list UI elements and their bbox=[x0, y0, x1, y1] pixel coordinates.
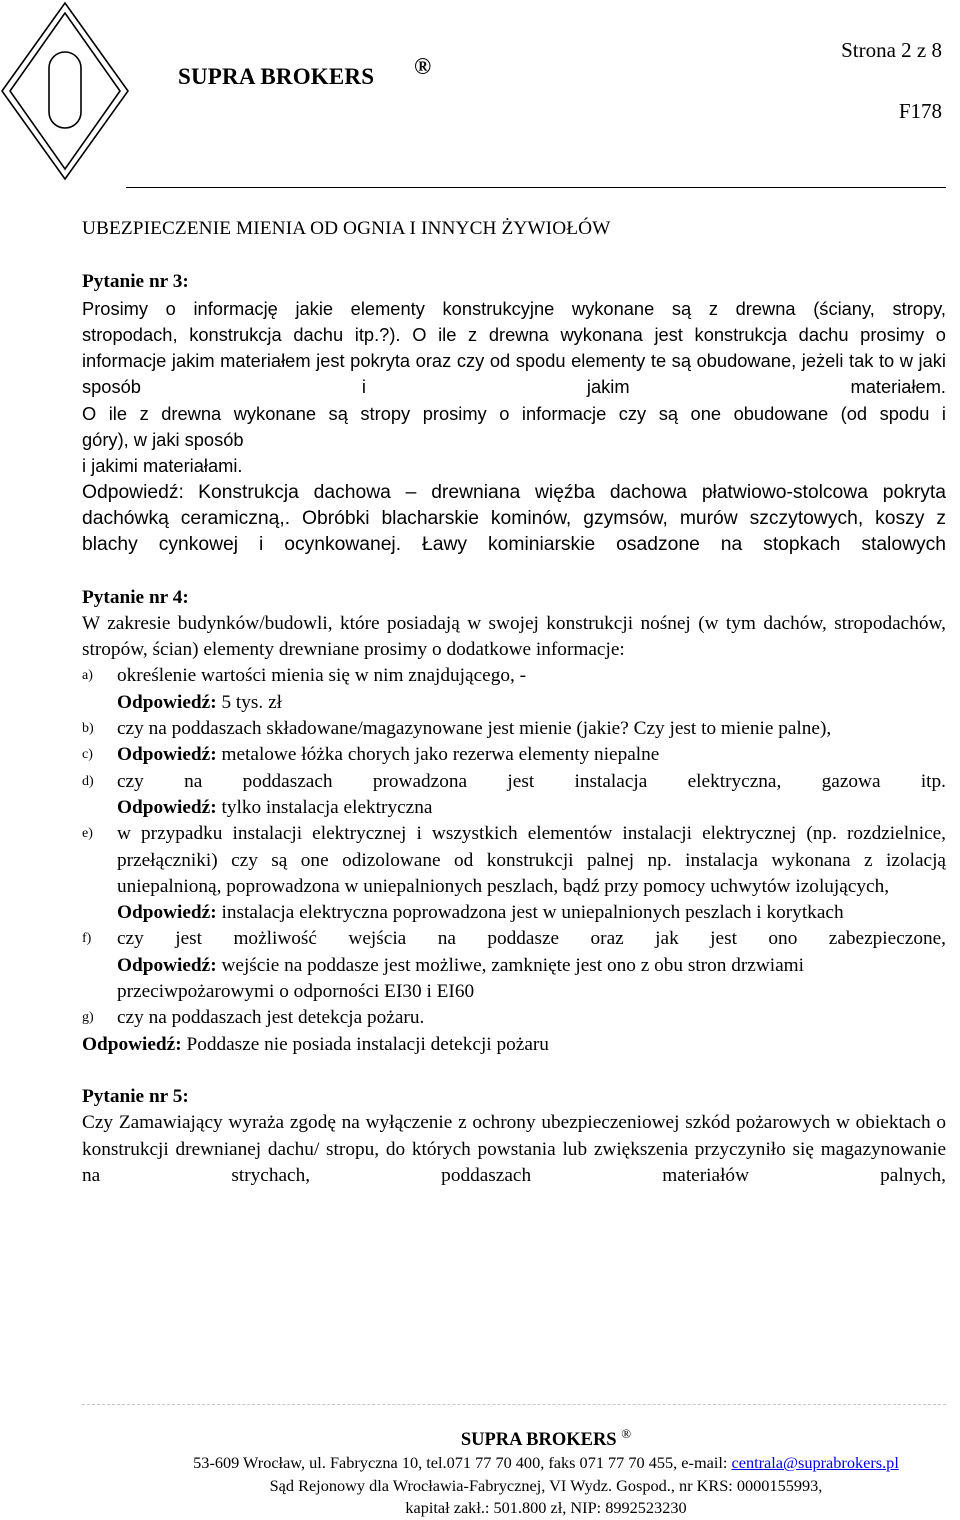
list-item-text: czy jest możliwość wejścia na poddasze oraz jak jest ono zabezpieczone, bbox=[117, 928, 946, 950]
answer-label: Odpowiedź: bbox=[117, 691, 217, 713]
answer-label: Odpowiedź: bbox=[117, 902, 217, 924]
footer-court: Sąd Rejonowy dla Wrocławia-Fabrycznej, VI Wydz. Gospod., nr KRS: 0000155993, bbox=[269, 1475, 823, 1495]
answer-label: Odpowiedź: bbox=[117, 744, 217, 766]
answer-label: Odpowiedź: bbox=[82, 1033, 182, 1055]
list-marker: e) bbox=[82, 826, 93, 842]
question-3-text-2: stropodach, konstrukcja dachu itp.?). bbox=[82, 323, 401, 345]
question-4-text: W zakresie budynków/budowli, które posiadają w swojej konstrukcji nośnej (w tym dachów, stropodachów, stropów, ścian) elementy drewniane prosimy o dodatkowe informacje: bbox=[82, 612, 946, 661]
question-3-label: Pytanie nr 3: bbox=[82, 271, 189, 293]
list-item-text: czy na poddaszach składowane/magazynowane jest mienie (jakie? Czy jest to mienie palne), bbox=[117, 718, 832, 740]
list-item-answer: tylko instalacja elektryczna bbox=[221, 796, 433, 818]
question-3-answer-text: Konstrukcja dachowa – drewniana więźba dachowa płatwiowo-stolcowa pokryta dachówką ceramiczną,. Obróbki blacharskie kominów, gzymsów, murów szczytowych, koszy z blachy cynkowej i ocynkowanej. Ławy kominiarskie osadzone na stopkach stalowych bbox=[82, 481, 946, 556]
question-3-text-6: i jakimi materiałami. bbox=[82, 455, 243, 477]
list-marker: d) bbox=[82, 773, 94, 789]
list-marker: g) bbox=[82, 1010, 94, 1026]
footer-email-link[interactable]: centrala@suprabrokers.pl bbox=[731, 1453, 899, 1473]
question-3-answer bbox=[82, 480, 946, 559]
footer-divider bbox=[82, 1404, 946, 1405]
footer-capital: kapitał zakł.: 501.800 zł, NIP: 8992523230 bbox=[405, 1498, 687, 1518]
section-title: UBEZPIECZENIE MIENIA OD OGNIA I INNYCH ŻYWIOŁÓW bbox=[82, 218, 611, 239]
list-item-d bbox=[82, 769, 946, 822]
answer-label: Odpowiedź: bbox=[117, 796, 217, 818]
list-item-c bbox=[82, 742, 946, 768]
question-5-text: Czy Zamawiający wyraża zgodę na wyłączenie z ochrony ubezpieczeniowej szkód pożarowych w obiektach o konstrukcji drewnianej dachu/ stropu, do których powstania lub zwiększenia przyczyniło się magazynowanie na strychach, poddaszach materiałów palnych, bbox=[82, 1112, 946, 1186]
list-item-answer: metalowe łóżka chorych jako rezerwa elementy niepalne bbox=[221, 744, 660, 766]
question-3-text-1: Prosimy o informację jakie elementy konstrukcyjne wykonane są z drewna (ściany, stropy, bbox=[82, 297, 946, 319]
footer-brand-text: SUPRA BROKERS bbox=[460, 1430, 617, 1451]
list-marker: c) bbox=[82, 747, 93, 763]
footer-address: 53-609 Wrocław, ul. Fabryczna 10, tel.071 77 70 400, faks 071 77 70 455, e-mail: bbox=[193, 1453, 732, 1473]
header-divider bbox=[126, 187, 946, 188]
list-item-text: czy na poddaszach prowadzona jest instalacja elektryczna, gazowa itp. bbox=[117, 770, 946, 792]
question-3-text-3: O ile z drewna wykonana jest konstrukcja dachu prosimy o informacje jakim materiałem jest pokryta oraz czy od spodu elementy te są obudowane, jeżeli tak to w jaki sposób i jakim materiałem. bbox=[82, 323, 946, 398]
form-code: F178 bbox=[898, 99, 942, 123]
footer-registered-mark: ® bbox=[621, 1426, 632, 1441]
list-marker: b) bbox=[82, 721, 94, 737]
question-4-answer-text: Poddasze nie posiada instalacji detekcji pożaru bbox=[186, 1033, 549, 1055]
list-item-text: czy na poddaszach jest detekcja pożaru. bbox=[117, 1007, 425, 1029]
question-4-list bbox=[82, 663, 946, 1031]
company-logo bbox=[0, 0, 170, 190]
page-number: Strona 2 z 8 bbox=[841, 38, 942, 62]
brand-name bbox=[178, 54, 432, 90]
question-3-text-5: góry), w jaki sposób bbox=[82, 429, 244, 451]
list-marker: f) bbox=[82, 931, 92, 947]
footer-brand bbox=[0, 1422, 960, 1452]
answer-label: Odpowiedź: bbox=[117, 954, 217, 976]
list-item-g bbox=[82, 1005, 946, 1031]
list-item-answer: instalacja elektryczna poprowadzona jest w uniepalnionych peszlach i korytkach bbox=[221, 902, 844, 924]
brand-text: SUPRA BROKERS bbox=[178, 64, 375, 89]
registered-mark: ® bbox=[414, 54, 432, 79]
list-item-answer: wejście na poddasze jest możliwe, zamknięte jest ono z obu stron drzwiami przeciwpożarowymi o odporności EI30 i EI60 bbox=[117, 954, 805, 1003]
page-footer bbox=[0, 1422, 960, 1520]
document-body bbox=[82, 214, 946, 1189]
answer-label: Odpowiedź: bbox=[82, 481, 184, 503]
list-item-b bbox=[82, 716, 946, 742]
list-item-text: w przypadku instalacji elektrycznej i wszystkich elementów instalacji elektrycznej (np. rozdzielnice, przełączniki) czy są one odizolowane od konstrukcji palnej np. instalacja wykonana z izolacją uniepalnioną, poprowadzona w uniepalnionych peszlach, bądź przy pomocy uchwytów izolujących, bbox=[117, 823, 946, 897]
list-item-a bbox=[82, 663, 946, 716]
list-item-answer: 5 tys. zł bbox=[221, 691, 282, 713]
footer-address-line bbox=[0, 1452, 960, 1475]
list-item-f bbox=[82, 926, 946, 1005]
list-item-text: określenie wartości mienia się w nim znajdującego, - bbox=[117, 665, 527, 687]
list-marker: a) bbox=[82, 668, 93, 684]
question-4-label: Pytanie nr 4: bbox=[82, 586, 189, 608]
question-4-answer bbox=[82, 1032, 946, 1058]
question-5-label: Pytanie nr 5: bbox=[82, 1085, 189, 1107]
question-3-text-combined bbox=[82, 322, 946, 401]
question-3-text-4: O ile z drewna wykonane są stropy prosimy o informacje czy są one obudowane (od spodu i bbox=[82, 402, 946, 424]
list-item-e bbox=[82, 821, 946, 926]
